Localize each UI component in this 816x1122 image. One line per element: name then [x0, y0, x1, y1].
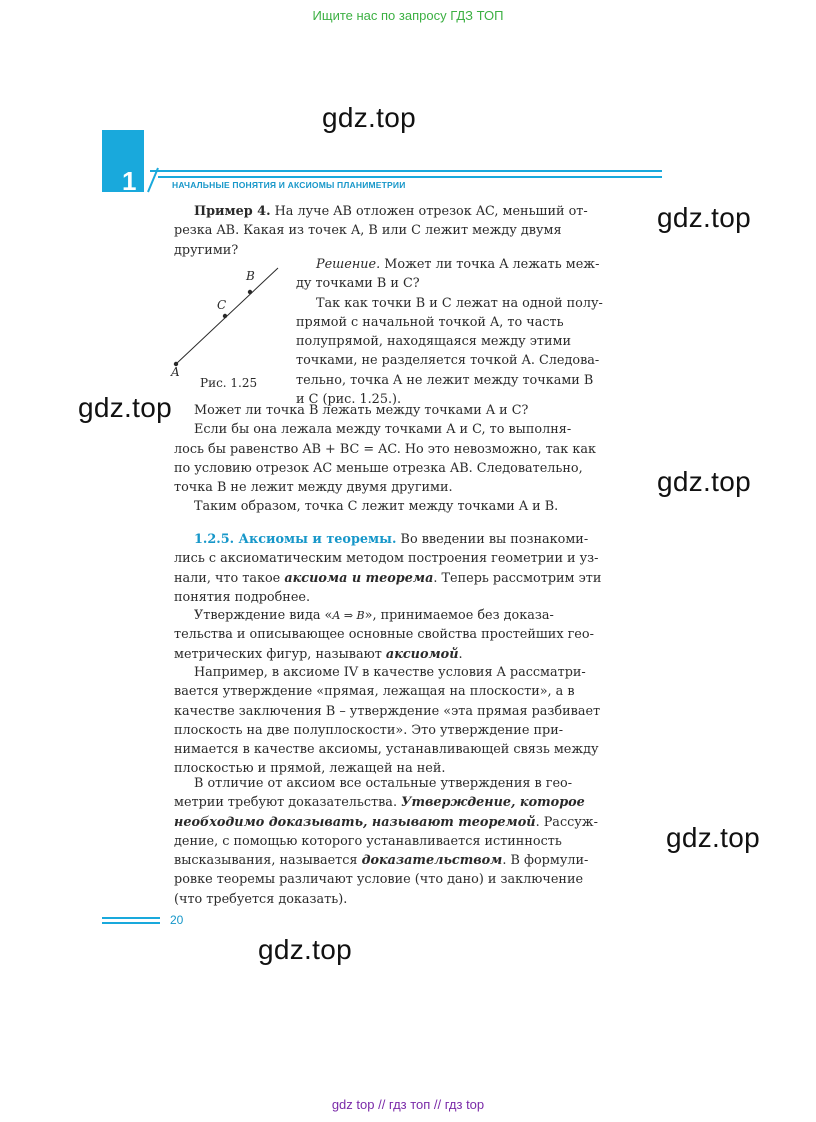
label-b: B	[246, 269, 255, 283]
page-rule	[102, 922, 160, 924]
reasoning-paragraph: Может ли точка B лежать между точками A и C? Если бы она лежала между точками A и C, то выполня- лось бы равенство AB + BC = AC. Но это невозможно, так как по условию отрезок AC меньше отрезка AB. Следовательно, точка B не лежит между двумя другими. Таким образом, точка C лежит между точками A и B.	[174, 403, 596, 515]
example-label: Пример 4.	[194, 204, 271, 219]
section-heading: 1.2.5. Аксиомы и теоремы.	[194, 532, 397, 547]
point-b	[248, 290, 252, 294]
watermark: gdz.top	[657, 202, 751, 233]
example-paragraph: Пример 4. На луче AB отложен отрезок AC, меньший от- резка AB. Какая из точек A, B или C лежит между двумя другими?	[174, 204, 588, 258]
theorem-paragraph: В отличие от аксиом все остальные утверждения в гео- метрии требуют доказательства. Утверждение, которое необходимо доказывать, называют теоремой. Рассуж- дение, с помощью которого устанавливается истинность высказывания, называется доказательством. В формули- ровке теоремы различают условие (что дано) и заключение (что требуется доказать).	[174, 776, 598, 907]
watermark: gdz.top	[258, 934, 352, 965]
label-c: C	[217, 298, 227, 312]
watermark: gdz.top	[666, 822, 760, 853]
formula: A ⇒ B	[332, 609, 365, 622]
term-theorem: теорема	[365, 570, 434, 586]
page-number: 20	[170, 913, 184, 927]
term-proof-def: доказательством	[361, 853, 503, 869]
footer-links[interactable]: gdz top // гдз топ // гдз top	[331, 1097, 485, 1112]
point-c	[223, 314, 227, 318]
solution-paragraph: Решение. Может ли точка A лежать меж- ду точками B и C? Так как точки B и C лежат на одной полу- прямой с начальной точкой A, то часть полупрямой, находящаяся между этими точками, не разделяется точкой A. Следова- тельно, точка A не лежит между точками B и C (рис. 1.25.).	[296, 257, 603, 408]
header-rule	[158, 176, 662, 178]
page-rule	[102, 917, 160, 919]
chapter-number: 1	[122, 166, 137, 196]
label-a: A	[171, 365, 180, 379]
watermark: gdz.top	[657, 466, 751, 497]
section-paragraph: 1.2.5. Аксиомы и теоремы. Во введении вы познакоми- лись с аксиоматическим методом построения геометрии и уз- нали, что такое аксиома и теорема. Теперь рассмотрим эти понятия подробнее.	[174, 532, 602, 605]
chapter-title: НАЧАЛЬНЫЕ ПОНЯТИЯ И АКСИОМЫ ПЛАНИМЕТРИИ	[172, 180, 406, 190]
watermark: gdz.top	[322, 102, 416, 133]
term-axiom: аксиома	[284, 570, 348, 586]
watermark: gdz.top	[78, 392, 172, 423]
solution-label: Решение.	[316, 257, 381, 272]
top-banner[interactable]: Ищите нас по запросу ГДЗ ТОП	[312, 8, 504, 23]
axiom-paragraph: Утверждение вида «A ⇒ B», принимаемое без доказа- тельства и описывающее основные свойства простейших гео- метрических фигур, называют аксиомой.	[174, 608, 594, 662]
header-slash	[144, 166, 164, 194]
term-axiom-def: аксиомой	[385, 646, 459, 662]
header-rule	[150, 170, 662, 172]
term-theorem-def: теоремой	[458, 814, 536, 830]
figure-caption: Рис. 1.25	[200, 376, 258, 390]
figure-ray	[166, 266, 286, 382]
example-axiom-paragraph: Например, в аксиоме IV в качестве условия A рассматри- вается утверждение «прямая, лежащая на плоскости», а в качестве заключения B – утверждение «эта прямая разбивает плоскость на две полуплоскости». Это утверждение при- нимается в качестве аксиомы, устанавливающей связь между плоскостью и прямой, лежащей на ней.	[174, 665, 601, 777]
